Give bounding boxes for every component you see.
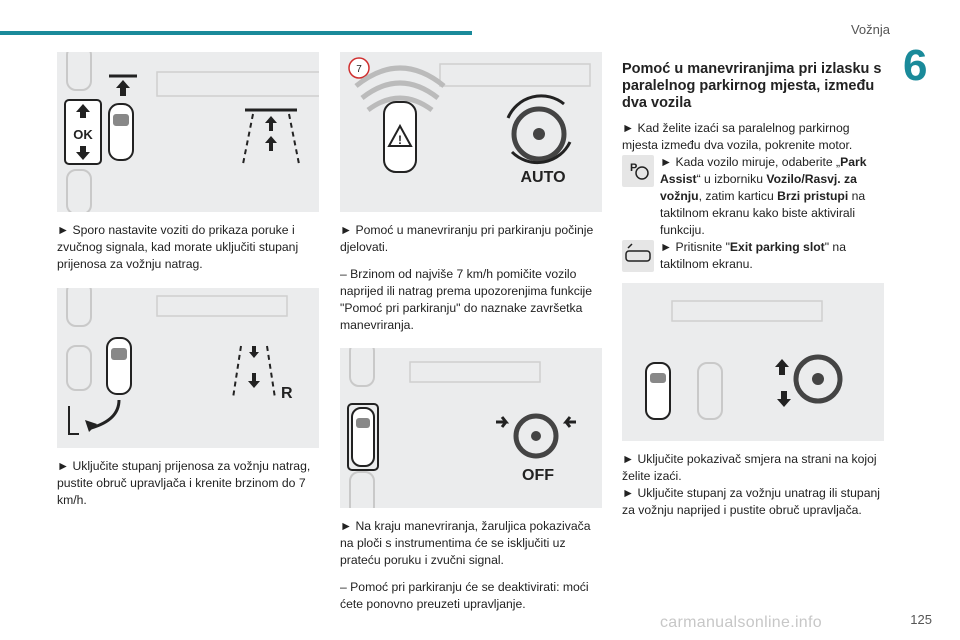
figure-auto [340,52,602,212]
column-2 [340,52,602,613]
paragraph: ► Na kraju manevriranja, žaruljica pokazivača na ploči s instrumentima će se isključiti uz prateću poruku i zvučni signal. [340,519,591,567]
car-diagram-forward [57,52,319,212]
svg-text:P: P [630,162,638,174]
svg-text:!: ! [398,133,402,147]
parking-assist-off-diagram [340,348,602,508]
paragraph: ► Sporo nastavite voziti do prikaza poruke i zvučnog signala, kad morate uključiti stupanj prijenosa za vožnju natrag. [57,223,299,271]
column-1 [57,52,319,509]
paragraph-park-assist: P ► Kada vozilo miruje, odaberite „Park Assist“ u izborniku Vozilo/Rasvj. za vožnju, zatim karticu Brzi pristupi na taktilnom ekranu kako biste aktivirali funkciju. [622,154,884,239]
paragraph: – Brzinom od najviše 7 km/h pomičite vozilo naprijed ili natrag prema upozorenjima funkcije "Pomoć pri parkiranju" do naznake završetka manevriranja. [340,267,593,332]
off-label: OFF [522,467,554,484]
figure-number-badge: 7 [356,64,362,75]
section-title: Vožnja [850,22,890,37]
reverse-label: R [281,385,293,402]
figure-forward-ok [57,52,319,212]
column-3 [622,61,884,519]
paragraph: ► Pomoć u manevriranju pri parkiranju počinje djelovati. [340,223,594,254]
header-bar [0,31,472,35]
page-number: 125 [910,612,932,627]
watermark: carmanualsonline.info [660,614,822,631]
paragraph-exit-slot: ► Pritisnite "Exit parking slot" na taktilnom ekranu. [622,239,884,273]
figure-off [340,348,602,508]
chapter-number: 6 [903,41,928,90]
park-assist-icon [622,155,654,187]
ok-label: OK [73,127,93,142]
exit-parking-diagram [622,283,884,441]
section-heading: Pomoć u manevriranjima pri izlasku s paralelnog parkirnog mjesta, između dva vozila [622,61,882,111]
paragraph: ► Uključite pokazivač smjera na strani na kojoj želite izaći. [622,452,877,483]
figure-reverse-r [57,288,319,448]
paragraph: – Pomoć pri parkiranju će se deaktivirati: moći ćete ponovno preuzeti upravljanje. [340,580,589,611]
parking-assist-auto-diagram [340,52,602,212]
car-diagram-reverse [57,288,319,448]
paragraph: ► Uključite stupanj prijenosa za vožnju natrag, pustite obruč upravljača i krenite brzinom do 7 km/h. [57,459,311,507]
exit-slot-icon [622,240,654,272]
paragraph: ► Kad želite izaći sa paralelnog parkirnog mjesta između dva vozila, pokrenite motor. [622,121,853,152]
auto-label: AUTO [520,169,566,186]
figure-exit-parking [622,283,884,441]
paragraph: ► Uključite stupanj za vožnju unatrag ili stupanj za vožnju naprijed i pustite obruč upravljača. [622,486,880,517]
